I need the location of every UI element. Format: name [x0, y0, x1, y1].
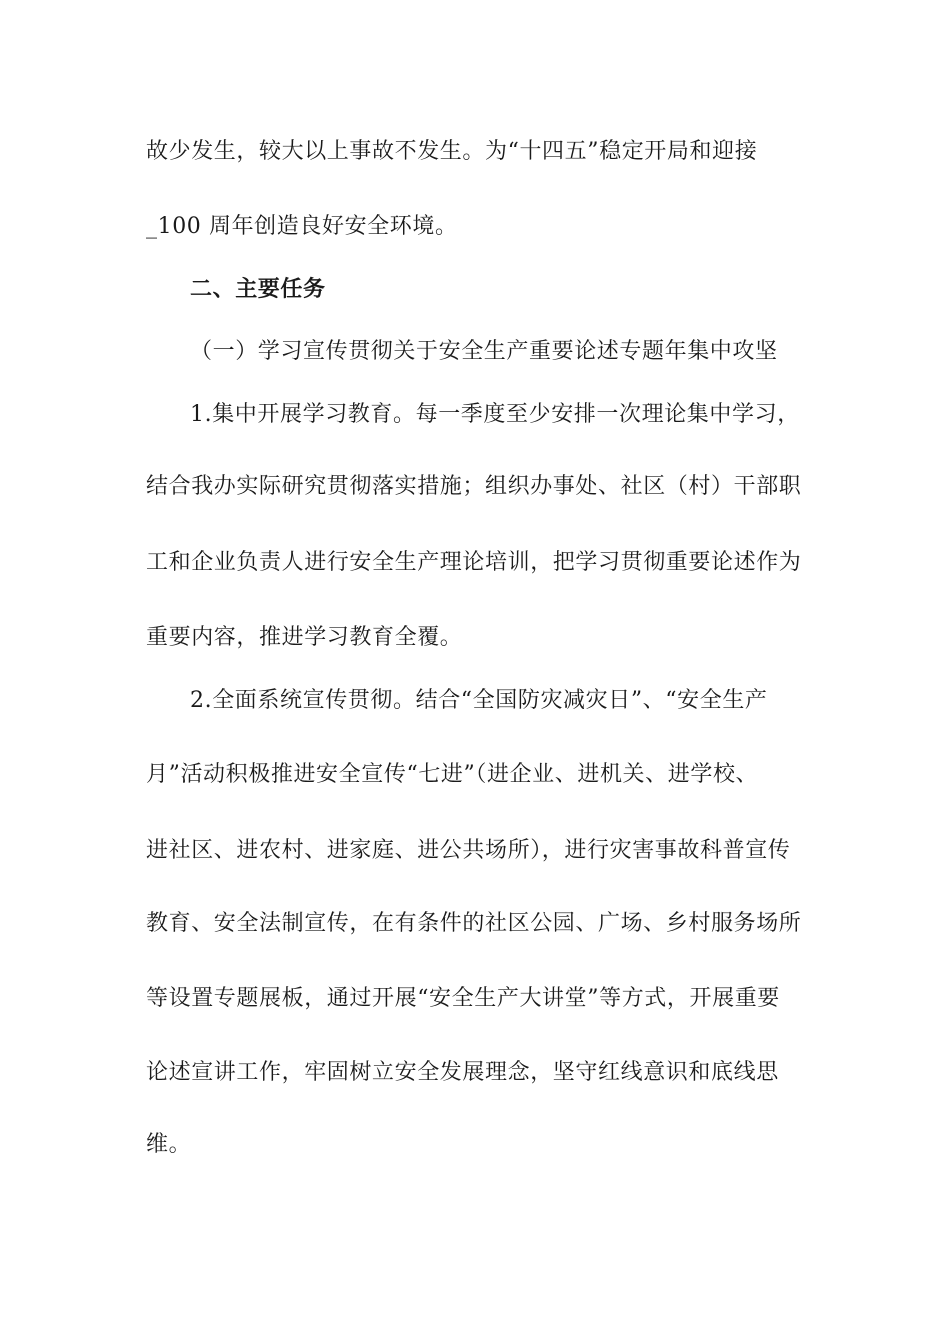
- paragraph-line: 2.全面系统宣传贯彻。结合“全国防灾减灾日”、“安全生产: [190, 688, 768, 713]
- paragraph-line: 重要内容，推进学习教育全覆。: [146, 625, 463, 650]
- paragraph-line: _100 周年创造良好安全环境。: [146, 214, 458, 239]
- section-heading: 二、主要任务: [190, 277, 326, 302]
- paragraph-line: 故少发生，较大以上事故不发生。为“十四五”稳定开局和迎接: [146, 139, 758, 164]
- subsection-heading: （一）学习宣传贯彻关于安全生产重要论述专题年集中攻坚: [190, 339, 778, 364]
- paragraph-line: 月”活动积极推进安全宣传“七进”（进企业、进机关、进学校、: [146, 762, 759, 787]
- paragraph-line: 教育、安全法制宣传，在有条件的社区公园、广场、乡村服务场所: [146, 911, 802, 936]
- paragraph-line: 维。: [146, 1132, 192, 1157]
- paragraph-line: 工和企业负责人进行安全生产理论培训，把学习贯彻重要论述作为: [146, 550, 802, 575]
- paragraph-line: 论述宣讲工作，牢固树立安全发展理念，坚守红线意识和底线思: [146, 1060, 779, 1085]
- paragraph-line: 结合我办实际研究贯彻落实措施；组织办事处、社区（村）干部职: [146, 474, 802, 499]
- paragraph-line: 1.集中开展学习教育。每一季度至少安排一次理论集中学习，: [190, 402, 800, 427]
- paragraph-line: 进社区、进农村、进家庭、进公共场所），进行灾害事故科普宣传: [146, 838, 791, 863]
- paragraph-line: 等设置专题展板，通过开展“安全生产大讲堂”等方式，开展重要: [146, 986, 780, 1011]
